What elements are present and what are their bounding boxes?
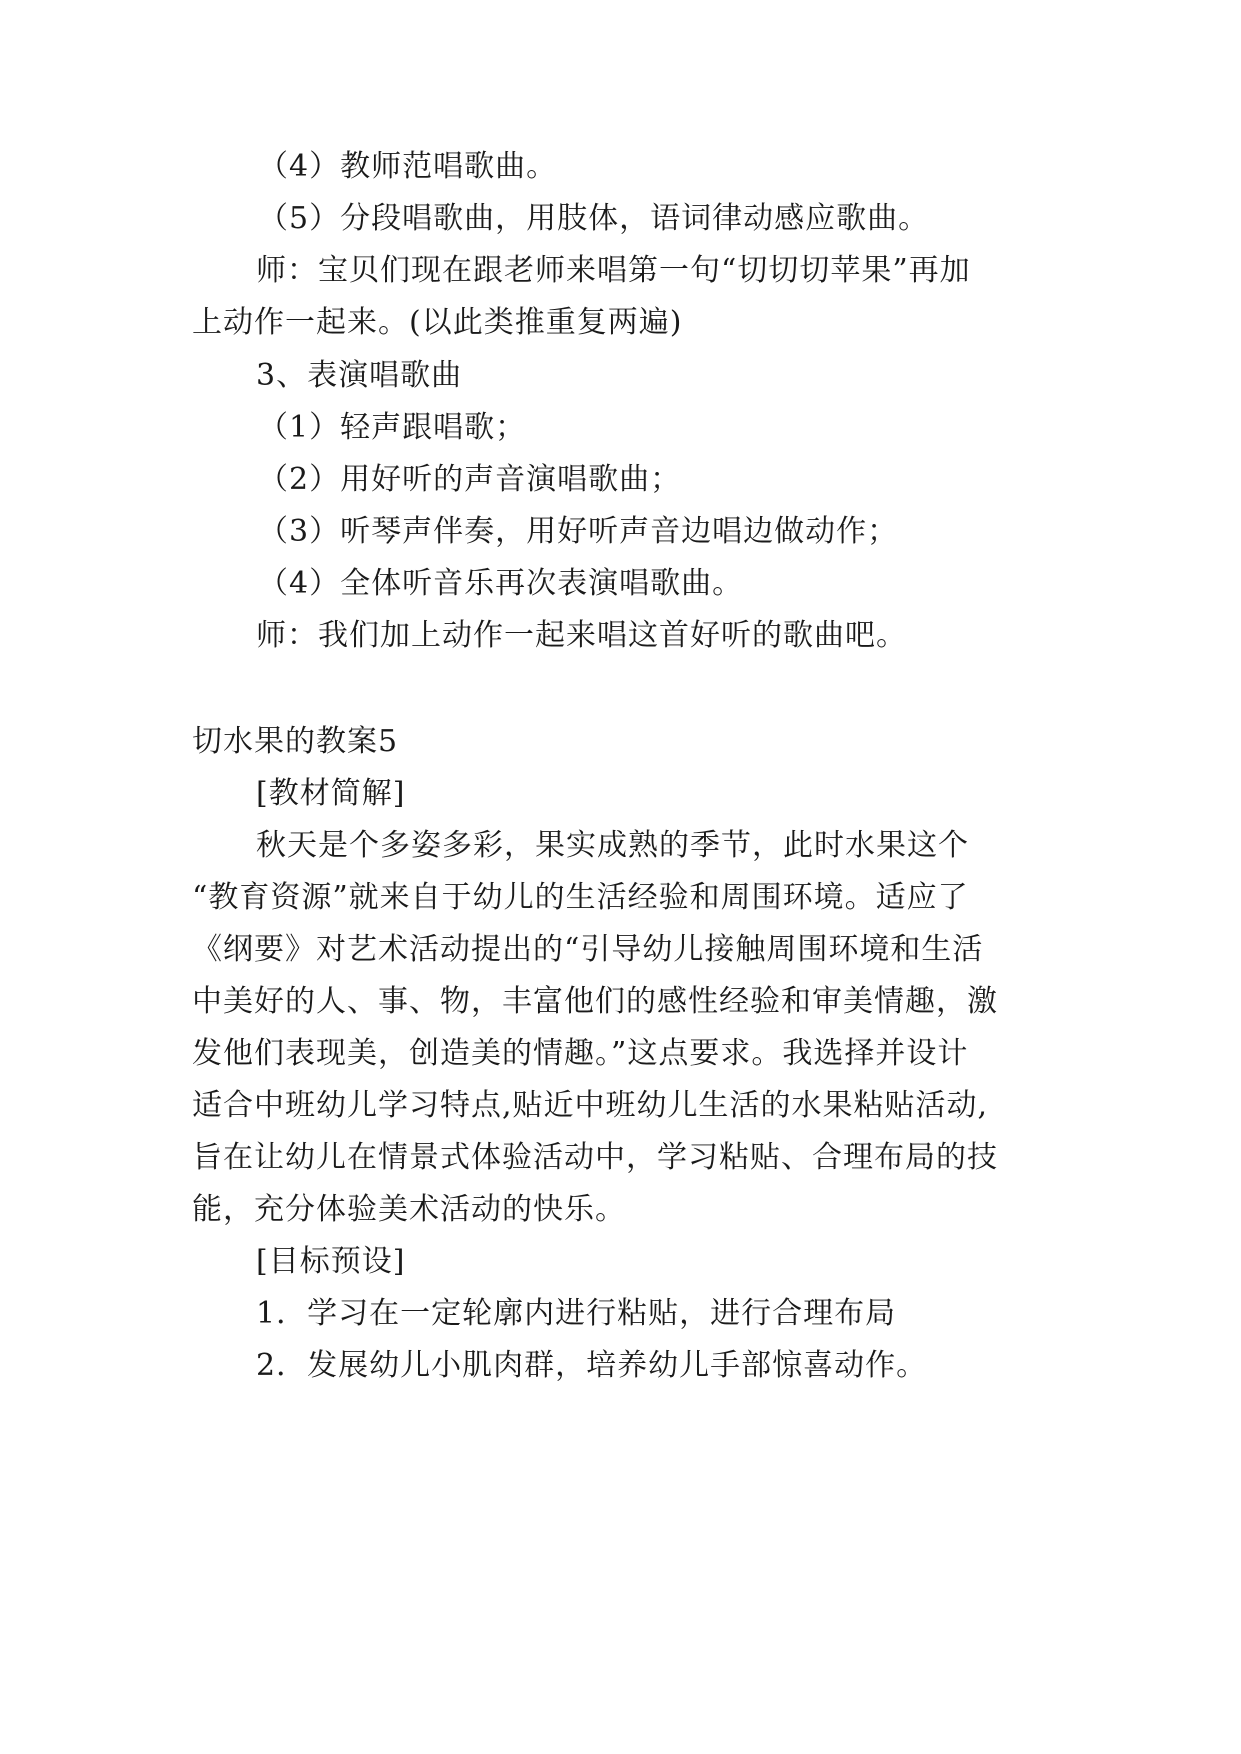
overview-paragraph-line-5: 发他们表现美，创造美的情趣。”这点要求。我选择并设计 [192, 1036, 969, 1071]
goal-2: 2．发展幼儿小肌肉群，培养幼儿手部惊喜动作。 [256, 1348, 928, 1383]
material-overview-heading: [教材简解] [256, 776, 406, 811]
step-4-teacher-sings: （4）教师范唱歌曲。 [258, 149, 558, 184]
overview-paragraph-line-3: 《纲要》对艺术活动提出的“引导幼儿接触周围环境和生活 [192, 932, 984, 967]
lesson-5-title: 切水果的教案5 [192, 724, 399, 759]
overview-paragraph-line-1: 秋天是个多姿多彩，果实成熟的季节，此时水果这个 [256, 828, 969, 863]
sub-step-3: （3）听琴声伴奏，用好听声音边唱边做动作； [258, 514, 899, 549]
goals-heading: [目标预设] [256, 1244, 406, 1279]
step-5-sing-in-sections: （5）分段唱歌曲，用肢体，语词律动感应歌曲。 [258, 201, 930, 236]
sub-step-4: （4）全体听音乐再次表演唱歌曲。 [258, 566, 744, 601]
teacher-dialogue-line-1: 师：宝贝们现在跟老师来唱第一句“切切切苹果”再加 [256, 253, 971, 288]
overview-paragraph-line-8: 能，充分体验美术活动的快乐。 [192, 1192, 626, 1227]
sub-step-2: （2）用好听的声音演唱歌曲； [258, 462, 682, 497]
overview-paragraph-line-7: 旨在让幼儿在情景式体验活动中，学习粘贴、合理布局的技 [192, 1140, 998, 1175]
sub-step-1: （1）轻声跟唱歌； [258, 410, 527, 445]
teacher-closing-line: 师：我们加上动作一起来唱这首好听的歌曲吧。 [256, 618, 907, 653]
overview-paragraph-line-6: 适合中班幼儿学习特点,贴近中班幼儿生活的水果粘贴活动, [192, 1088, 989, 1123]
section-3-heading: 3、表演唱歌曲 [256, 358, 463, 393]
overview-paragraph-line-2: “教育资源”就来自于幼儿的生活经验和周围环境。适应了 [192, 880, 969, 915]
overview-paragraph-line-4: 中美好的人、事、物，丰富他们的感性经验和审美情趣，激 [192, 984, 998, 1019]
goal-1: 1．学习在一定轮廓内进行粘贴，进行合理布局 [256, 1296, 897, 1331]
teacher-dialogue-line-2: 上动作一起来。(以此类推重复两遍) [192, 305, 683, 340]
